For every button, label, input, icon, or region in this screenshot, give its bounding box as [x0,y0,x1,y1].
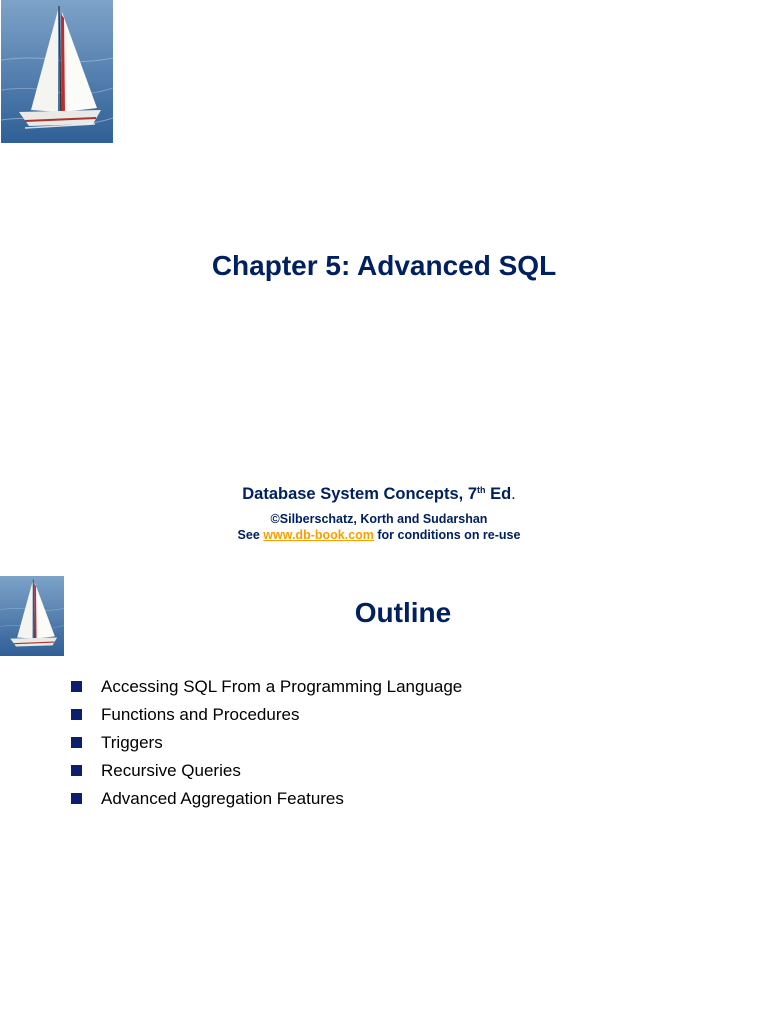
book-title-prefix: Database System Concepts, 7 [242,485,477,503]
book-title-superscript: th [477,485,486,495]
sailboat-image [1,0,113,143]
book-title-end: . [511,485,516,503]
sailboat-image [0,576,64,656]
list-item-text: Accessing SQL From a Programming Language [101,677,463,696]
copyright-line: ©Silberschatz, Korth and Sudarshan [270,512,488,526]
reuse-line [0,527,758,543]
list-item-text: Advanced Aggregation Features [101,789,344,808]
square-bullet-icon [71,765,82,776]
square-bullet-icon [71,793,82,804]
list-item-text: Triggers [101,733,163,752]
square-bullet-icon [71,681,82,692]
outline-title: Outline [354,597,452,628]
book-title-suffix: Ed [485,485,512,503]
square-bullet-icon [71,737,82,748]
outline-slide [0,576,768,1024]
db-book-link[interactable]: www.db-book.com [263,528,374,542]
credits [0,511,758,543]
book-title [0,485,758,504]
list-item-text: Functions and Procedures [101,705,300,724]
see-text: See [237,528,264,542]
chapter-title: Chapter 5: Advanced SQL [211,250,557,281]
square-bullet-icon [71,709,82,720]
reuse-text: for conditions on re-use [373,528,521,542]
list-item-text: Recursive Queries [101,761,241,780]
